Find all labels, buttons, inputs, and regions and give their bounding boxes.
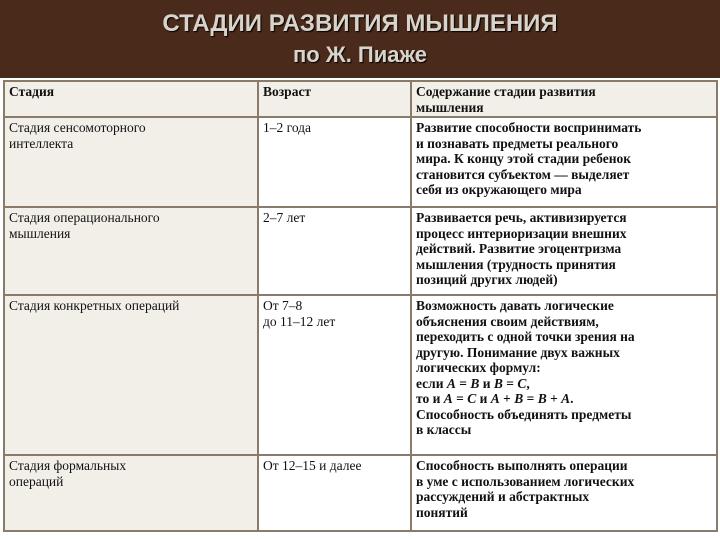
cell-stage: Стадия формальных операций bbox=[4, 455, 258, 531]
table-header-row bbox=[4, 81, 717, 117]
table-row bbox=[4, 455, 717, 531]
header-age: Возраст bbox=[258, 81, 411, 117]
table-row bbox=[4, 295, 717, 455]
table-row bbox=[4, 207, 717, 295]
stages-table bbox=[3, 80, 718, 532]
table-row bbox=[4, 117, 717, 207]
cell-age: От 12–15 и далее bbox=[258, 455, 411, 531]
cell-age: От 7–8 до 11–12 лет bbox=[258, 295, 411, 455]
cell-stage: Стадия операционального мышления bbox=[4, 207, 258, 295]
header-content: Содержание стадии развития мышления bbox=[411, 81, 717, 117]
cell-content: Развивается речь, активизируется процесс интериоризации внешних действий. Развитие эгоцентризма мышления (трудность принятия позиций других людей) bbox=[411, 207, 717, 295]
formula-line: то и A = C и A + B = B + A. bbox=[416, 391, 574, 406]
title-bar bbox=[0, 0, 720, 78]
cell-stage: Стадия сенсомоторного интеллекта bbox=[4, 117, 258, 207]
header-stage: Стадия bbox=[4, 81, 258, 117]
cell-age: 1–2 года bbox=[258, 117, 411, 207]
cell-age: 2–7 лет bbox=[258, 207, 411, 295]
cell-content: Способность выполнять операции в уме с использованием логических рассуждений и абстрактных понятий bbox=[411, 455, 717, 531]
cell-content: Развитие способности воспринимать и познавать предметы реального мира. К концу этой стадии ребенок становится субъектом — выделяет себя из окружающего мира bbox=[411, 117, 717, 207]
cell-content: Возможность давать логические объяснения своим действиям, переходить с одной точки зрения на другую. Понимание двух важных логических формул: если A = B и B = C, то и A = C и A + B = B + A. Способность объединять предметы в классы bbox=[411, 295, 717, 455]
slide-title: СТАДИИ РАЗВИТИЯ МЫШЛЕНИЯ bbox=[162, 10, 558, 37]
slide-subtitle: по Ж. Пиаже bbox=[292, 42, 428, 67]
cell-stage: Стадия конкретных операций bbox=[4, 295, 258, 455]
formula-line: если A = B и B = C, bbox=[416, 375, 530, 391]
table-area bbox=[0, 78, 720, 540]
